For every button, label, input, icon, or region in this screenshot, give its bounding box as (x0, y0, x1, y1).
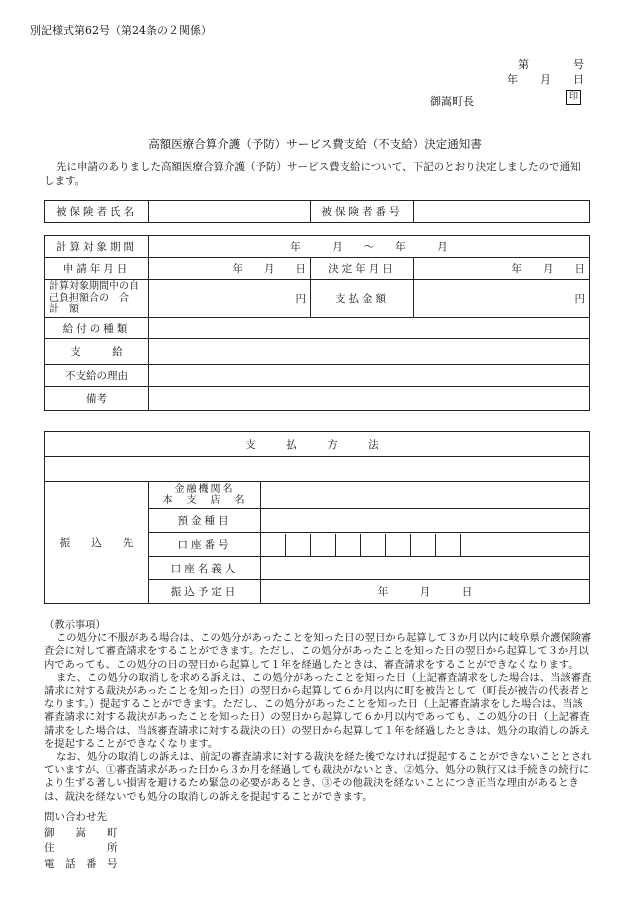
reason-label: 不支給の理由 (45, 365, 149, 387)
account-holder-label: 口座名義人 (149, 557, 261, 580)
account-digit-cell[interactable] (311, 534, 336, 556)
form-number: 別記様式第62号（第24条の２関係） (30, 24, 212, 37)
payment-field[interactable] (149, 339, 590, 365)
bank-name-label: 金融機関名 (174, 483, 235, 495)
account-digit-cell[interactable] (336, 534, 361, 556)
contact-address: 住 所 (44, 842, 118, 854)
period-label: 計算対象期間 (45, 236, 149, 258)
contact-phone: 電 話 番 号 (44, 857, 118, 870)
self-burden-field[interactable]: 円 (149, 280, 311, 318)
payment-amount-field[interactable]: 円 (414, 280, 590, 318)
self-burden-label: 計算対象期間中の自己負担額合の 合 計 額 (45, 280, 149, 318)
account-holder-field[interactable] (261, 557, 590, 580)
contact-block (44, 810, 118, 872)
issuer-name: 御嵩町長 (430, 95, 474, 108)
account-number-label: 口座番号 (149, 533, 261, 557)
insured-name-label: 被保険者氏名 (45, 201, 149, 223)
transfer-label: 振 込 先 (45, 482, 149, 604)
period-field[interactable]: 年 月 〜 年 月 (149, 236, 590, 258)
notes-paragraph-1: この処分に不服がある場合は、この処分があったことを知った日の翌日から起算して３か月以内に岐阜県介護保険審査会に対して審査請求をすることができます。ただし、この処分があったことを知った日の翌日から起算して３か月以内であっても、この処分の日の翌日から起算して１年を経過したときは、審査請求をすることができなくなります。 (44, 632, 592, 671)
intro-text: 先に申請のありました高額医療合算介護（予防）サービス費支給について、下記のとおり決定しましたので通知します。 (44, 161, 581, 187)
insured-table (44, 200, 590, 223)
details-table (44, 235, 590, 411)
notes-paragraph-2: また、この処分の取消しを求める訴えは、この処分があったことを知った日（上記審査請求をした場合は、当該審査請求に対する裁決があったことを知った日）の翌日から起算して６か月以内に町を被告として（町長が被告の代表者となります。）提起することができます。ただし、この処分があったことを知った日（上記審査請求をした場合は、当該審査請求に対する裁決があったことを知った日）の翌日から起算して６か月以内であっても、この処分の日（上記審査請求をした場合は、当該審査請求に対する裁決の日）の翌日から起算して１年を経過したときは、処分の取消しの訴えを提起することができなくなります。 (44, 671, 592, 750)
decision-date-field[interactable]: 年 月 日 (414, 258, 590, 280)
document-number-label: 第 号 (518, 58, 584, 71)
account-digit-cell[interactable] (286, 534, 311, 556)
seal-mark: 印 (566, 90, 581, 105)
scheduled-date-field[interactable]: 年 月 日 (261, 580, 590, 604)
deposit-type-label: 預金種目 (149, 509, 261, 533)
notes-paragraph-3: なお、処分の取消しの訴えは、前記の審査請求に対する裁決を経た後でなければ提起することができないこととされていますが、①審査請求があった日から３か月を経過しても裁決がないとき、②処分、処分の執行又は手続きの続行により生ずる著しい損害を避けるため緊急の必要があるとき、③その他裁決を経ないことにつき正当な理由があるときは、裁決を経ないでも処分の取消しの訴えを提起することができます。 (44, 751, 592, 803)
document-title: 高額医療合算介護（予防）サービス費支給（不支給）決定通知書 (148, 137, 482, 151)
insured-number-label: 被保険者番号 (311, 201, 414, 223)
account-digit-cell[interactable] (261, 534, 286, 556)
benefit-type-field[interactable] (149, 318, 590, 339)
branch-name-label: 本 支 店 名 (162, 495, 247, 506)
payment-method-title: 支 払 方 法 (45, 432, 590, 457)
reason-field[interactable] (149, 365, 590, 387)
notes-heading: （教示事項） (44, 619, 106, 631)
contact-heading: 問い合わせ先 (44, 811, 107, 823)
bank-field[interactable] (261, 482, 590, 509)
issue-date-label: 年 月 日 (507, 73, 584, 86)
benefit-type-label: 給付の種類 (45, 318, 149, 339)
decision-date-label: 決定年月日 (311, 258, 414, 280)
contact-town: 御 嵩 町 (44, 826, 118, 839)
account-digit-cell[interactable] (361, 534, 386, 556)
document-meta (507, 57, 584, 87)
payment-method-table (44, 431, 590, 604)
payment-method-field[interactable] (45, 457, 590, 482)
deposit-type-field[interactable] (261, 509, 590, 533)
insured-number-field[interactable] (414, 201, 590, 223)
insured-name-field[interactable] (149, 201, 311, 223)
bank-label (149, 482, 261, 509)
apply-date-label: 申請年月日 (45, 258, 149, 280)
account-number-field[interactable] (261, 533, 590, 557)
account-digit-cell[interactable] (436, 534, 461, 556)
account-digit-cell[interactable] (386, 534, 411, 556)
account-digit-cell[interactable] (411, 534, 436, 556)
remarks-field[interactable] (149, 387, 590, 411)
remarks-label: 備考 (45, 387, 149, 411)
scheduled-date-label: 振込予定日 (149, 580, 261, 604)
instruction-notes (44, 619, 592, 804)
payment-amount-label: 支払金額 (311, 280, 414, 318)
payment-label: 支 給 (45, 339, 149, 365)
apply-date-field[interactable]: 年 月 日 (149, 258, 311, 280)
